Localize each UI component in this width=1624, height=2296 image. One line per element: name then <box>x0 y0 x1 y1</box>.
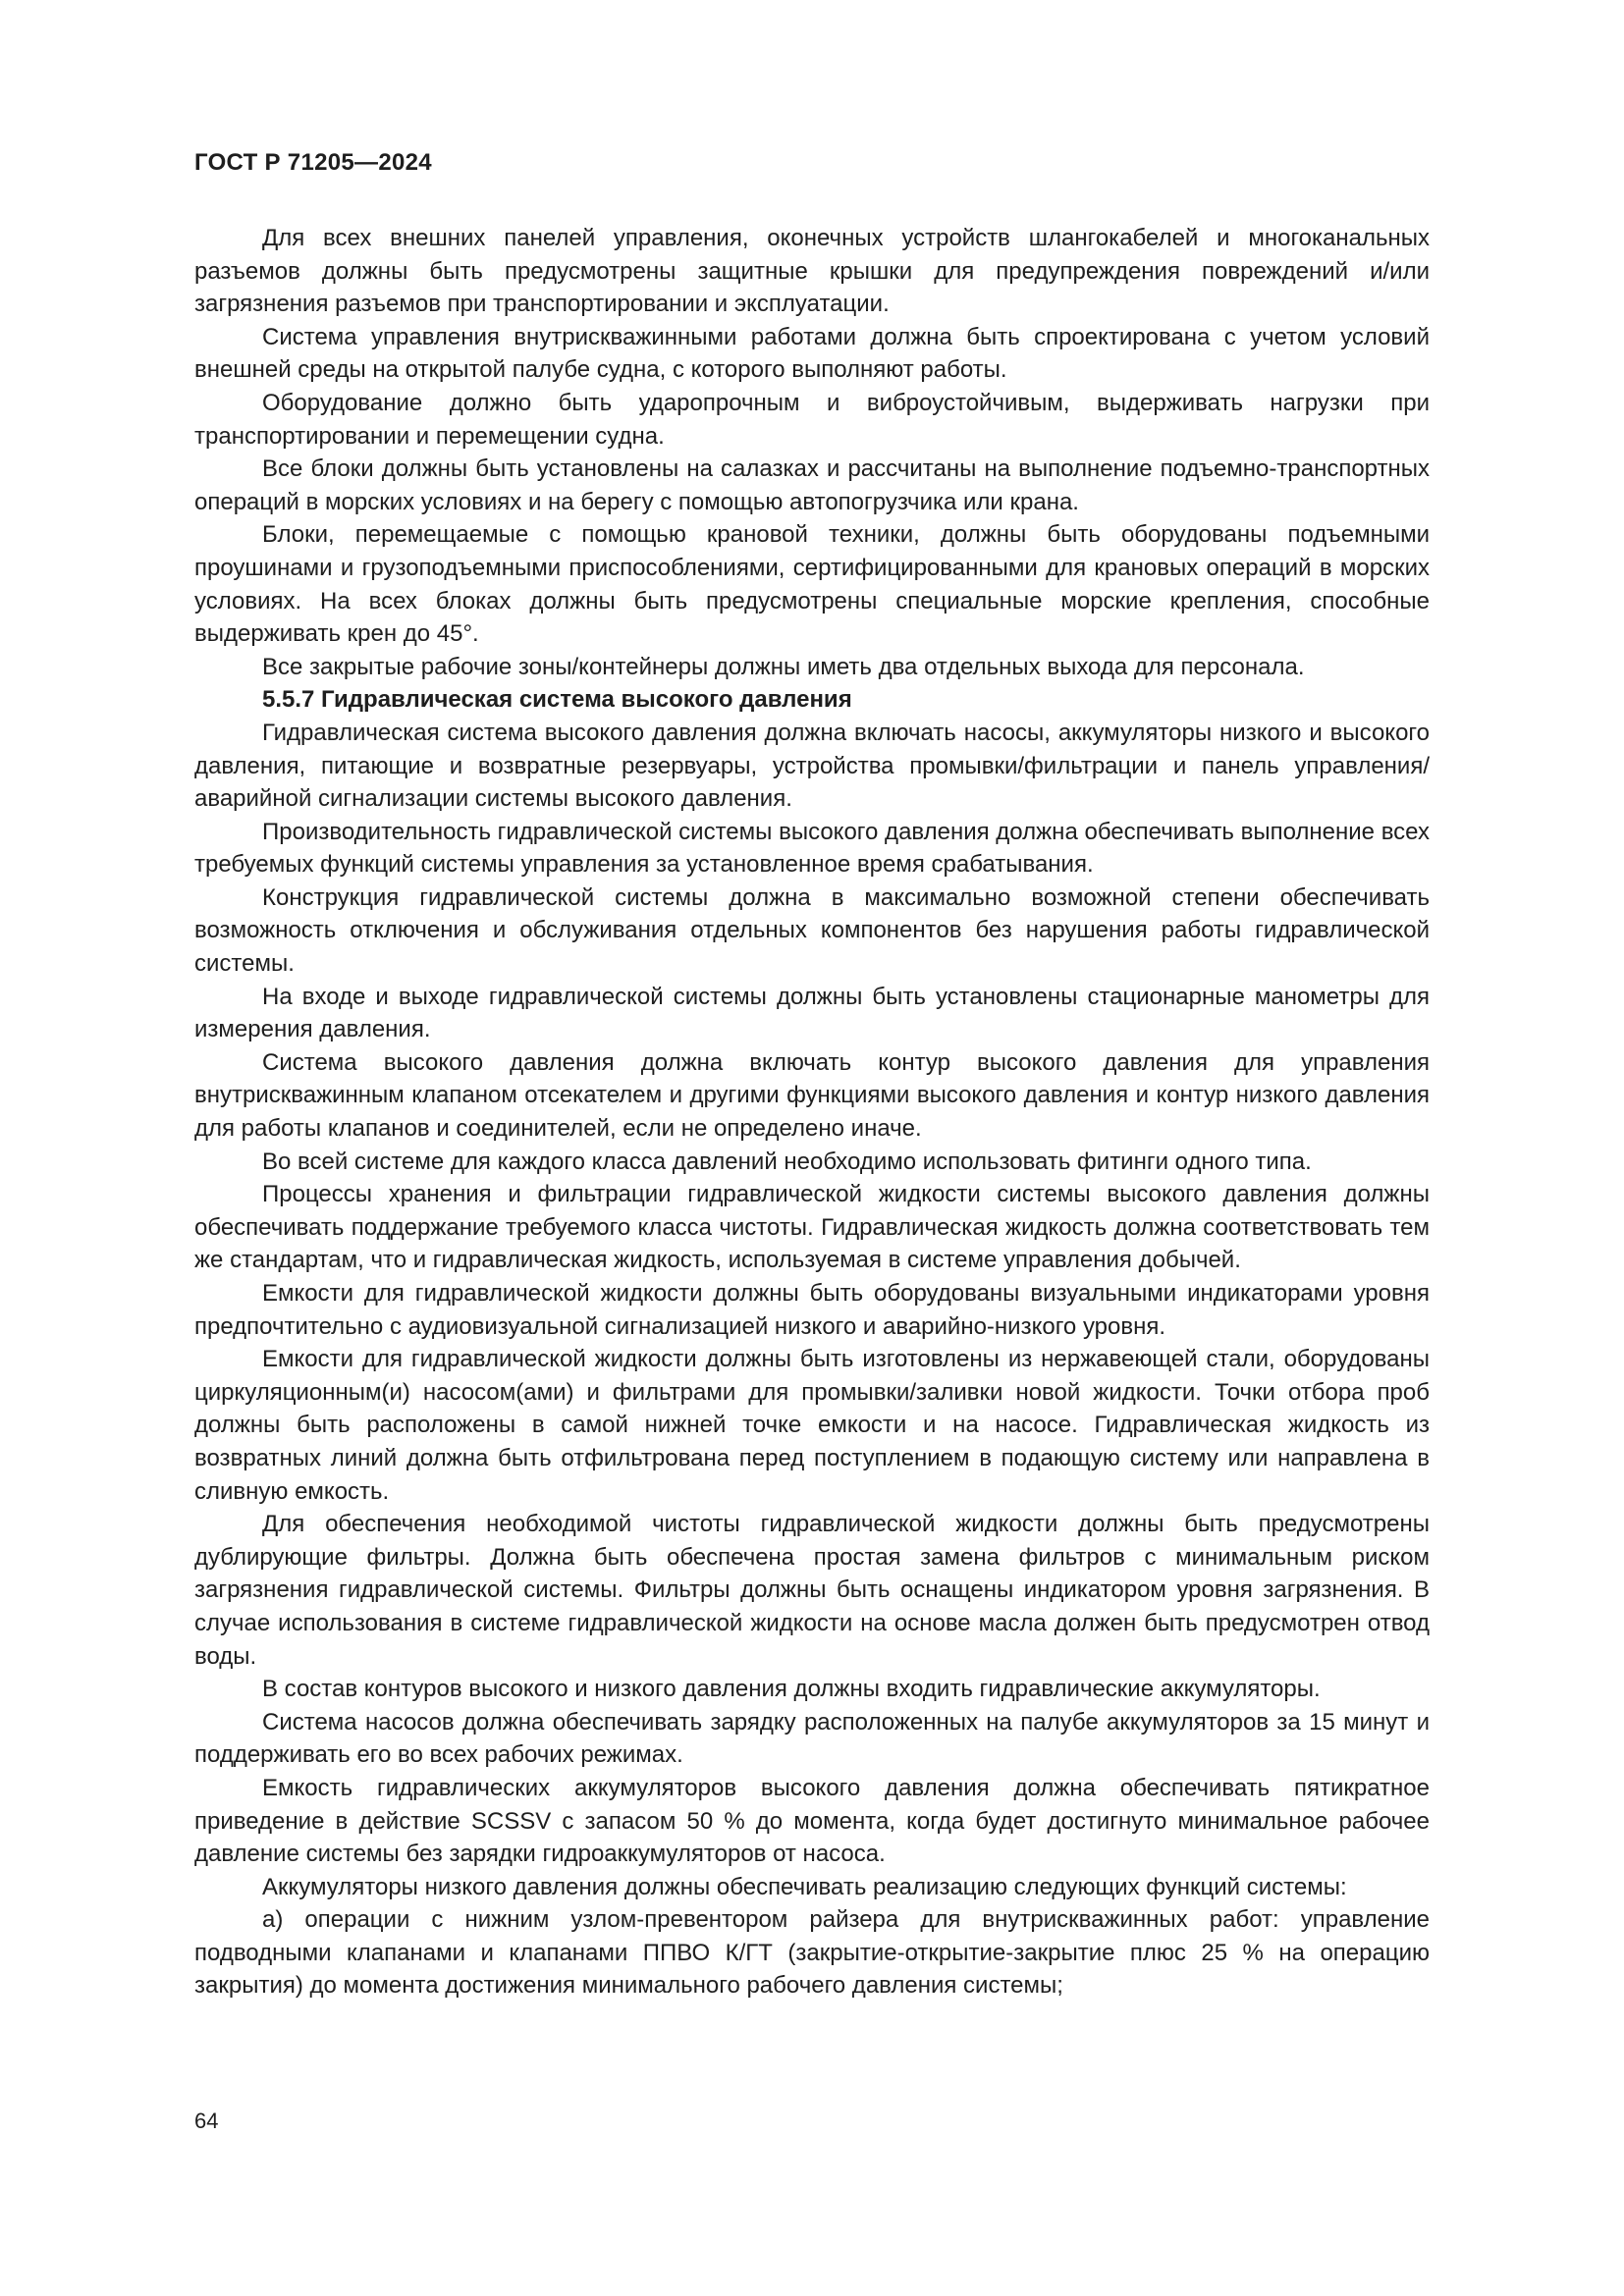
paragraph: Для всех внешних панелей управления, оконечных устройств шлангокабелей и многоканальных разъемов должны быть предусмотрены защитные крышки для предупреждения повреждений и/или загрязнения разъемов при транспортировании и эксплуатации. <box>194 225 1430 318</box>
paragraph: Система высокого давления должна включать контур высокого давления для управления внутрискважинным клапаном отсекателем и другими функциями высокого давления и контур низкого давления для работы клапанов и соединителей, если не определено иначе. <box>194 1048 1430 1143</box>
section-heading: 5.5.7 Гидравлическая система высокого давления <box>262 686 852 714</box>
paragraph: Для обеспечения необходимой чистоты гидравлической жидкости должны быть предусмотрены дублирующие фильтры. Должна быть обеспечена простая замена фильтров с минимальным риском загрязнения гидравлической системы. Фильтры должны быть оснащены индикатором уровня загрязнения. В случае использования в системе гидравлической жидкости на основе масла должен быть предусмотрен отвод воды. <box>194 1511 1430 1670</box>
paragraph: Производительность гидравлической системы высокого давления должна обеспечивать выполнение всех требуемых функций системы управления за установленное время срабатывания. <box>194 818 1430 879</box>
paragraph: Во всей системе для каждого класса давлений необходимо использовать фитинги одного типа. <box>262 1148 1312 1175</box>
paragraph: На входе и выходе гидравлической системы должны быть установлены стационарные манометры для измерения давления. <box>194 983 1430 1043</box>
paragraph: Все блоки должны быть установлены на салазках и рассчитаны на выполнение подъемно-транспортных операций в морских условиях и на берегу с помощью автопогрузчика или крана. <box>194 455 1430 515</box>
list-item: а) операции с нижним узлом-превентором райзера для внутрискважинных работ: управление подводными клапанами и клапанами ППВО К/ГТ (закрытие-открытие-закрытие плюс 25 % на операцию закрытия) до момента достижения минимального рабочего давления системы; <box>194 1906 1430 2000</box>
paragraph: Гидравлическая система высокого давления должна включать насосы, аккумуляторы низкого и высокого давления, питающие и возвратные резервуары, устройства промывки/фильтрации и панель управления/аварийной сигнализации системы высокого давления. <box>194 719 1430 813</box>
document-body <box>194 222 1430 2002</box>
page-number: 64 <box>194 2109 219 2133</box>
paragraph: Все закрытые рабочие зоны/контейнеры должны иметь два отдельных выхода для персонала. <box>262 653 1305 680</box>
paragraph: Блоки, перемещаемые с помощью крановой техники, должны быть оборудованы подъемными проушинами и грузоподъемными приспособлениями, сертифицированными для крановых операций в морских условиях. На всех блоках должны быть предусмотрены специальные морские крепления, способные выдерживать крен до 45°. <box>194 521 1430 648</box>
paragraph: Аккумуляторы низкого давления должны обеспечивать реализацию следующих функций системы: <box>262 1873 1347 1900</box>
paragraph: Система управления внутрискважинными работами должна быть спроектирована с учетом условий внешней среды на открытой палубе судна, с которого выполняют работы. <box>194 323 1430 384</box>
paragraph: Конструкция гидравлической системы должна в максимально возможной степени обеспечивать возможность отключения и обслуживания отдельных компонентов без нарушения работы гидравлической системы. <box>194 883 1430 978</box>
paragraph: Емкость гидравлических аккумуляторов высокого давления должна обеспечивать пятикратное приведение в действие SCSSV с запасом 50 % до момента, когда будет достигнуто минимальное рабочее давление системы без зарядки гидроаккумуляторов от насоса. <box>194 1774 1430 1868</box>
paragraph: Процессы хранения и фильтрации гидравлической жидкости системы высокого давления должны обеспечивать поддержание требуемого класса чистоты. Гидравлическая жидкость должна соответствовать тем же стандартам, что и гидравлическая жидкость, используемая в системе управления добычей. <box>194 1181 1430 1274</box>
paragraph: Емкости для гидравлической жидкости должны быть изготовлены из нержавеющей стали, оборудованы циркуляционным(и) насосом(ами) и фильтрами для промывки/заливки новой жидкости. Точки отбора проб должны быть расположены в самой нижней точке емкости и на насосе. Гидравлическая жидкость из возвратных линий должна быть отфильтрована перед поступлением в подающую систему или направлена в сливную емкость. <box>194 1346 1430 1505</box>
document-header: ГОСТ Р 71205—2024 <box>194 149 432 176</box>
paragraph: В состав контуров высокого и низкого давления должны входить гидравлические аккумуляторы. <box>262 1676 1321 1703</box>
paragraph: Оборудование должно быть ударопрочным и виброустойчивым, выдерживать нагрузки при транспортировании и перемещении судна. <box>194 389 1430 450</box>
paragraph: Система насосов должна обеспечивать зарядку расположенных на палубе аккумуляторов за 15 минут и поддерживать его во всех рабочих режимах. <box>194 1708 1430 1769</box>
paragraph: Емкости для гидравлической жидкости должны быть оборудованы визуальными индикаторами уровня предпочтительно с аудиовизуальной сигнализацией низкого и аварийно-низкого уровня. <box>194 1280 1430 1340</box>
